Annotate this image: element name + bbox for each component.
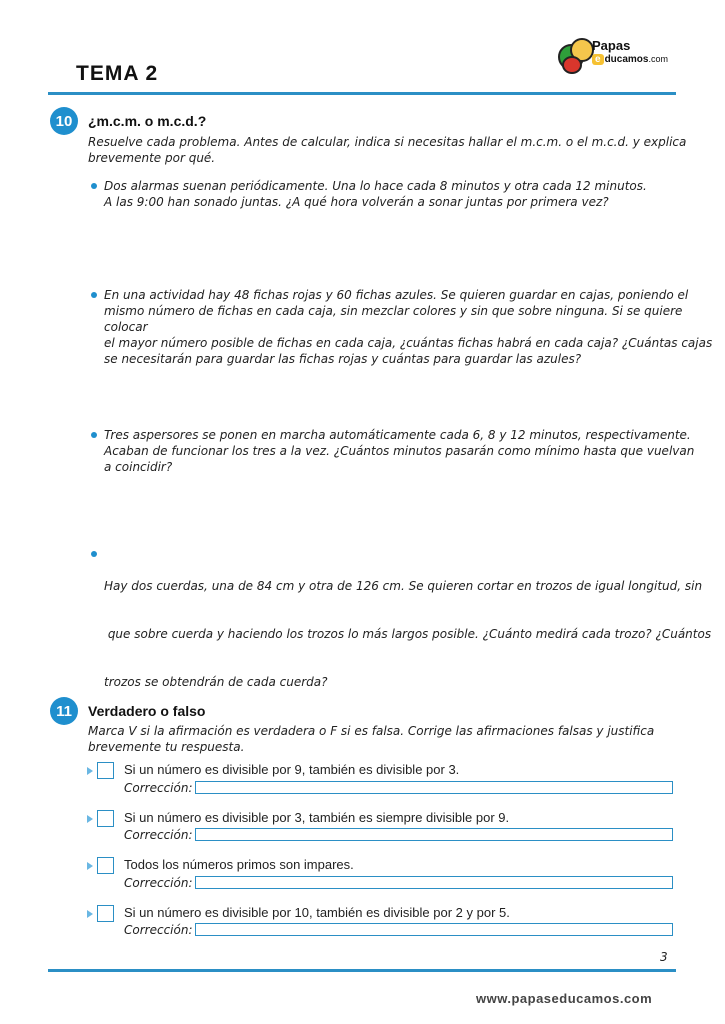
page-number: 3 [660, 950, 668, 964]
problem-text [104, 287, 725, 367]
bullet-icon [91, 551, 97, 557]
correction-label: Corrección: [124, 923, 193, 937]
arrow-icon [87, 815, 93, 823]
correction-field[interactable] [195, 923, 673, 936]
statement-text: Si un número es divisible por 9, también es divisible por 3. [124, 762, 460, 777]
problem-line: Hay dos cuerdas, una de 84 cm y otra de 126 cm. Se quieren cortar en trozos de igual longitud, sin [104, 579, 703, 593]
problem-line: mismo número de fichas en cada caja, sin mezclar colores y sin que sobre ninguna. Si se quiere colocar [104, 304, 683, 334]
statement-text: Si un número es divisible por 3, también es siempre divisible por 9. [124, 810, 510, 825]
correction-label: Corrección: [124, 781, 193, 795]
problem-line: A las 9:00 han sonado juntas. ¿A qué hora volverán a sonar juntas por primera vez? [104, 195, 609, 209]
correction-label: Corrección: [124, 876, 193, 890]
true-false-checkbox[interactable] [97, 762, 114, 779]
instruction-line: brevemente tu respuesta. [88, 740, 245, 754]
true-false-checkbox[interactable] [97, 857, 114, 874]
footer-url: www.papaseducamos.com [476, 991, 653, 1006]
header-rule [48, 92, 676, 95]
section-number-badge: 10 [50, 107, 78, 135]
section-instructions [88, 723, 654, 755]
bullet-icon [91, 183, 97, 189]
correction-field[interactable] [195, 781, 673, 794]
logo-domain: .com [648, 54, 668, 64]
instruction-line: Resuelve cada problema. Antes de calcular, indica si necesitas hallar el m.c.m. o el m.c.d. y explica [88, 135, 687, 149]
instruction-line: brevemente por qué. [88, 151, 216, 165]
section-instructions [88, 134, 686, 166]
problem-line: el mayor número posible de fichas en cada caja, ¿cuántas fichas habrá en cada caja? ¿Cuántas cajas [104, 336, 713, 350]
true-false-checkbox[interactable] [97, 810, 114, 827]
problem-line: Dos alarmas suenan periódicamente. Una lo hace cada 8 minutos y otra cada 12 minutos. [104, 179, 647, 193]
child-face-icon [562, 56, 582, 74]
problem-line: se necesitarán para guardar las fichas rojas y cuántas para guardar las azules? [104, 352, 582, 366]
problem-line: que sobre cuerda y haciendo los trozos lo más largos posible. ¿Cuánto medirá cada trozo? ¿Cuántos [104, 627, 712, 641]
arrow-icon [87, 862, 93, 870]
section-title: ¿m.c.m. o m.c.d.? [88, 113, 207, 129]
problem-text [104, 427, 694, 475]
problem-line: En una actividad hay 48 fichas rojas y 60 fichas azules. Se quieren guardar en cajas, poniendo el [104, 288, 689, 302]
statement-text: Si un número es divisible por 10, también es divisible por 2 y por 5. [124, 905, 510, 920]
problem-line: trozos se obtendrán de cada cuerda? [104, 675, 328, 689]
instruction-line: Marca V si la afirmación es verdadera o F si es falsa. Corrige las afirmaciones falsas y justifica [88, 724, 655, 738]
logo-word: ducamos [604, 54, 649, 65]
footer-rule [48, 969, 676, 972]
problem-line: Tres aspersores se ponen en marcha automáticamente cada 6, 8 y 12 minutos, respectivamente. [104, 428, 691, 442]
arrow-icon [87, 910, 93, 918]
page-title: TEMA 2 [76, 62, 159, 85]
true-false-checkbox[interactable] [97, 905, 114, 922]
bullet-icon [91, 432, 97, 438]
problem-line: Acaban de funcionar los tres a la vez. ¿Cuántos minutos pasarán como mínimo hasta que vuelvan [104, 444, 695, 458]
logo-text-line1: Papas [592, 38, 631, 53]
correction-field[interactable] [195, 828, 673, 841]
logo-e: e [592, 54, 604, 65]
section-title: Verdadero o falso [88, 703, 206, 719]
correction-label: Corrección: [124, 828, 193, 842]
papaseducamos-logo [556, 36, 676, 76]
problem-text [104, 178, 647, 210]
section-number-badge: 11 [50, 697, 78, 725]
arrow-icon [87, 767, 93, 775]
statement-text: Todos los números primos son impares. [124, 857, 354, 872]
bullet-icon [91, 292, 97, 298]
problem-text [104, 546, 711, 706]
problem-line: a coincidir? [104, 460, 173, 474]
logo-text-line2 [592, 54, 668, 65]
correction-field[interactable] [195, 876, 673, 889]
